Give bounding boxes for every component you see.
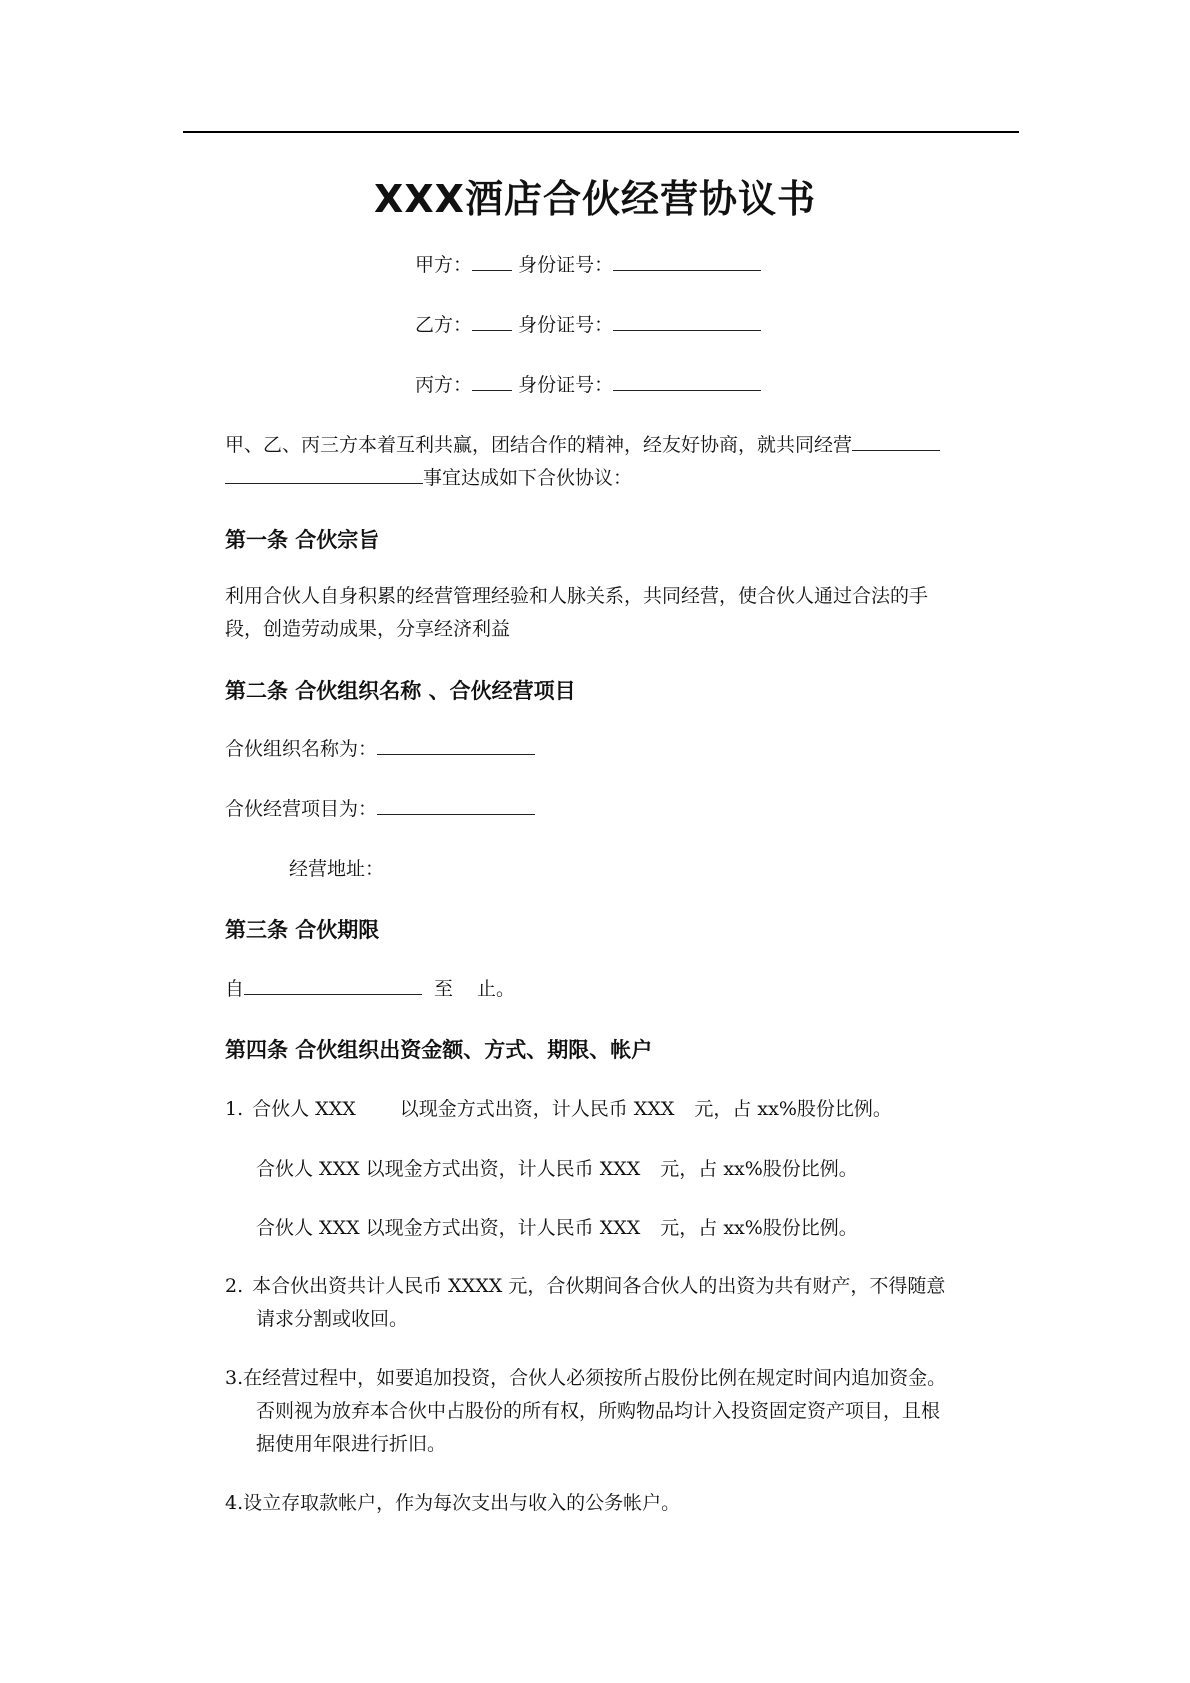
term-line xyxy=(225,976,515,1002)
party-c-label: 丙方： xyxy=(415,374,473,396)
party-b-id-label: 身份证号： xyxy=(518,314,614,336)
item-2-number: 2. xyxy=(225,1275,244,1297)
party-c-id-blank xyxy=(613,372,761,391)
preamble-text-1: 甲、乙、丙三方本着互利共赢，团结合作的精神，经友好协商，就共同经营 xyxy=(225,434,853,456)
item-1-line-3-amount: 合伙人 XXX 以现金方式出资，计人民币 XXX xyxy=(256,1217,641,1239)
item-1-line-1 xyxy=(225,1096,892,1122)
party-c-blank xyxy=(472,372,512,391)
party-c-line xyxy=(415,372,761,398)
preamble-line-1 xyxy=(225,432,940,458)
party-a-id-label: 身份证号： xyxy=(518,254,614,276)
term-start-blank xyxy=(244,976,422,995)
party-b-label: 乙方： xyxy=(415,314,473,336)
party-a-id-blank xyxy=(613,252,761,271)
item-3-line-2: 否则视为放弃本合伙中占股份的所有权，所购物品均计入投资固定资产项目，且根 xyxy=(256,1400,941,1422)
item-3-line-1: 3.在经营过程中，如要追加投资，合伙人必须按所占股份比例在规定时间内追加资金。 xyxy=(225,1367,947,1389)
article-1-line-1: 利用合伙人自身积累的经营管理经验和人脉关系，共同经营，使合伙人通过合法的手 xyxy=(225,585,929,607)
term-end: 止。 xyxy=(477,978,516,1000)
project-line xyxy=(225,796,535,822)
item-1-line-2-amount: 合伙人 XXX 以现金方式出资，计人民币 XXX xyxy=(256,1158,641,1180)
party-a-line xyxy=(415,252,761,278)
party-b-line xyxy=(415,312,761,338)
item-2-line-1 xyxy=(225,1273,945,1299)
document-title: XXX酒店合伙经营协议书 xyxy=(374,177,816,221)
article-1-line-2: 段，创造劳动成果，分享经济利益 xyxy=(225,618,511,640)
item-1-line-2-share: 元，占 xx%股份比例。 xyxy=(660,1158,858,1180)
term-from: 自 xyxy=(225,978,245,1000)
item-4-line: 4.设立存取款帐户，作为每次支出与收入的公务帐户。 xyxy=(225,1492,681,1514)
org-name-label: 合伙组织名称为： xyxy=(225,738,378,760)
item-2-text: 本合伙出资共计人民币 XXXX 元，合伙期间各合伙人的出资为共有财产，不得随意 xyxy=(252,1275,946,1297)
article-1-heading: 第一条 合伙宗旨 xyxy=(225,528,380,552)
item-1-line-2 xyxy=(256,1156,858,1182)
item-3-line-3: 据使用年限进行折旧。 xyxy=(256,1433,447,1455)
item-1-number: 1. xyxy=(225,1098,244,1120)
preamble-blank-1 xyxy=(852,432,940,451)
preamble-text-2: 事宜达成如下合伙协议： xyxy=(423,467,633,489)
item-1-amount: 以现金方式出资，计人民币 XXX xyxy=(399,1098,675,1120)
header-rule xyxy=(183,131,1019,133)
preamble-blank-2 xyxy=(225,465,423,484)
party-b-blank xyxy=(472,312,512,331)
preamble-line-2 xyxy=(225,465,632,491)
org-name-blank xyxy=(377,736,535,755)
item-1-partner: 合伙人 XXX xyxy=(252,1098,356,1120)
org-name-line xyxy=(225,736,535,762)
party-b-id-blank xyxy=(613,312,761,331)
item-1-share: 元，占 xx%股份比例。 xyxy=(694,1098,892,1120)
term-to: 至 xyxy=(434,978,454,1000)
article-2-heading: 第二条 合伙组织名称 、合伙经营项目 xyxy=(225,679,576,703)
project-blank xyxy=(377,796,535,815)
party-c-id-label: 身份证号： xyxy=(518,374,614,396)
item-1-line-3 xyxy=(256,1215,858,1241)
address-label: 经营地址： xyxy=(289,858,385,880)
article-3-heading: 第三条 合伙期限 xyxy=(225,918,380,942)
article-4-heading: 第四条 合伙组织出资金额、方式、期限、帐户 xyxy=(225,1038,653,1062)
party-a-blank xyxy=(472,252,512,271)
party-a-label: 甲方： xyxy=(415,254,473,276)
project-label: 合伙经营项目为： xyxy=(225,798,378,820)
item-1-line-3-share: 元，占 xx%股份比例。 xyxy=(660,1217,858,1239)
item-2-line-2: 请求分割或收回。 xyxy=(256,1308,409,1330)
